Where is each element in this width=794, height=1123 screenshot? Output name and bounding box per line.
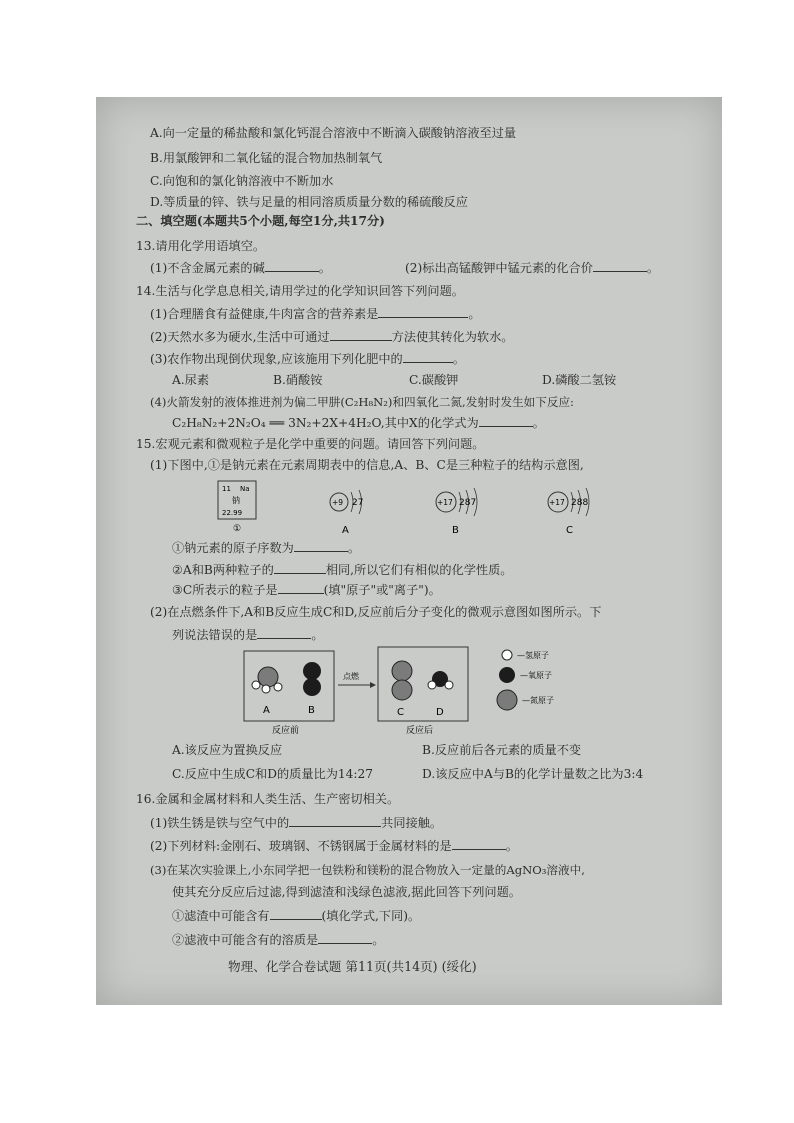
q15-2-option-d: D.该反应中A与B的化学计量数之比为3:4 bbox=[422, 767, 644, 781]
particle-c-nucleus: +17 bbox=[549, 498, 565, 507]
particle-c bbox=[548, 488, 589, 536]
period-mark: 。 bbox=[505, 839, 518, 853]
q16-1-text-a: (1)铁生锈是铁与空气中的 bbox=[150, 816, 290, 830]
answer-blank[interactable] bbox=[278, 582, 324, 594]
q13-2-text: (2)标出高锰酸钾中锰元素的化合价 bbox=[405, 261, 593, 275]
period-mark: 。 bbox=[468, 307, 481, 321]
period-mark: 。 bbox=[532, 416, 545, 430]
atom-structure-figure bbox=[196, 479, 616, 541]
period-mark: 。 bbox=[646, 261, 660, 275]
element-mass: 22.99 bbox=[222, 509, 243, 517]
option-b-line: B.用氯酸钾和二氧化锰的混合物加热制氧气 bbox=[150, 151, 383, 165]
legend-nitrogen: —氮原子 bbox=[522, 696, 554, 705]
question-16: 16.金属和金属材料和人类生活、生产密切相关。 bbox=[136, 792, 400, 806]
element-cell bbox=[218, 481, 256, 534]
box2-label-c: C bbox=[397, 707, 404, 718]
reaction-diagram bbox=[242, 645, 642, 741]
question-16-3-d bbox=[172, 932, 384, 948]
page-footer: 物理、化学合卷试题 第11页(共14页) (绥化) bbox=[228, 959, 477, 974]
period-mark: 。 bbox=[347, 541, 361, 555]
box1-label-a: A bbox=[263, 705, 270, 716]
question-14-3 bbox=[150, 351, 465, 367]
box2-caption: 反应后 bbox=[406, 726, 434, 736]
question-14-1 bbox=[150, 306, 481, 322]
question-14-2 bbox=[150, 329, 513, 345]
q15-2-option-c: C.反应中生成C和D的质量比为14:27 bbox=[172, 767, 374, 781]
option-d-line: D.等质量的锌、铁与足量的相同溶质质量分数的稀硫酸反应 bbox=[150, 195, 468, 209]
atom-legend bbox=[497, 650, 554, 710]
question-16-3-c bbox=[172, 908, 420, 924]
particle-b-nucleus: +17 bbox=[437, 498, 453, 507]
question-16-3-b: 使其充分反应后过滤,得到滤渣和浅绿色滤液,据此回答下列问题。 bbox=[172, 885, 521, 899]
q15-1a-text: ①钠元素的原子序数为 bbox=[172, 541, 294, 555]
q16-3c-text-b: (填化学式,下同)。 bbox=[321, 909, 421, 923]
legend-oxygen: —氧原子 bbox=[520, 671, 552, 680]
option-a-line: A.向一定量的稀盐酸和氯化钙混合溶液中不断滴入碳酸钠溶液至过量 bbox=[150, 126, 517, 140]
question-15-1-c bbox=[172, 582, 441, 598]
option-c-line: C.向饱和的氯化钠溶液中不断加水 bbox=[150, 174, 334, 188]
q15-1b-text-a: ②A和B两种粒子的 bbox=[172, 563, 274, 577]
question-14-4-equation bbox=[172, 415, 545, 431]
q14-1-text: (1)合理膳食有益健康,牛肉富含的营养素是 bbox=[150, 307, 379, 321]
q14-3-option-b: B.硝酸铵 bbox=[273, 373, 323, 387]
q14-3-option-d: D.磷酸二氢铵 bbox=[542, 373, 617, 387]
q15-1c-text-b: (填"原子"或"离子")。 bbox=[323, 583, 441, 597]
q15-2-option-a: A.该反应为置换反应 bbox=[172, 743, 283, 757]
q16-3d-text: ②滤液中可能含有的溶质是 bbox=[172, 933, 319, 947]
answer-blank[interactable] bbox=[270, 908, 322, 920]
question-15: 15.宏观元素和微观粒子是化学中重要的问题。请回答下列问题。 bbox=[136, 437, 485, 451]
answer-blank[interactable] bbox=[479, 415, 533, 427]
q14-3-text: (3)农作物出现倒伏现象,应该施用下列化肥中的 bbox=[150, 352, 403, 366]
period-mark: 。 bbox=[452, 352, 465, 366]
q16-3c-text-a: ①滤渣中可能含有 bbox=[172, 909, 270, 923]
period-mark: 。 bbox=[318, 261, 331, 275]
q16-2-text: (2)下列材料:金刚石、玻璃钢、不锈钢属于金属材料的是 bbox=[150, 839, 452, 853]
particle-a-nucleus: +9 bbox=[332, 498, 344, 507]
particle-a-shells: 27 bbox=[352, 498, 364, 508]
q14-2-text-a: (2)天然水多为硬水,生活中可通过 bbox=[150, 330, 330, 344]
particle-b-shells: 287 bbox=[459, 498, 477, 508]
period-mark: 。 bbox=[372, 933, 385, 947]
answer-blank[interactable] bbox=[378, 306, 468, 318]
box-after-reaction bbox=[378, 647, 468, 736]
question-13-1 bbox=[150, 260, 331, 276]
reaction-arrow bbox=[338, 671, 376, 688]
question-14: 14.生活与化学息息相关,请用学过的化学知识回答下列问题。 bbox=[136, 284, 464, 298]
q16-1-text-b: 共同接触。 bbox=[381, 816, 443, 830]
particle-a-caption: A bbox=[342, 525, 349, 536]
question-13: 13.请用化学用语填空。 bbox=[136, 239, 266, 253]
question-14-4: (4)火箭发射的液体推进剂为偏二甲肼(C₂H₈N₂)和四氧化二氮,发射时发生如下反应: bbox=[150, 395, 574, 409]
element-symbol: Na bbox=[240, 485, 250, 493]
q15-1b-text-b: 相同,所以它们有相似的化学性质。 bbox=[325, 563, 513, 577]
box2-label-d: D bbox=[436, 707, 444, 718]
q15-2-text: 列说法错误的是 bbox=[172, 628, 258, 642]
particle-b bbox=[436, 488, 477, 536]
element-number: 11 bbox=[222, 485, 231, 493]
answer-blank[interactable] bbox=[593, 260, 647, 272]
box1-caption: 反应前 bbox=[272, 726, 300, 736]
exam-paper bbox=[96, 97, 722, 1005]
answer-blank[interactable] bbox=[274, 562, 326, 574]
section-heading: 二、填空题(本题共5个小题,每空1分,共17分) bbox=[136, 214, 385, 228]
question-15-1-b bbox=[172, 562, 513, 578]
box1-label-b: B bbox=[308, 705, 315, 716]
answer-blank[interactable] bbox=[403, 351, 453, 363]
particle-b-caption: B bbox=[452, 525, 459, 536]
box-before-reaction bbox=[244, 651, 334, 736]
question-15-2-stem bbox=[172, 627, 324, 643]
equation-text: C₂H₈N₂+2N₂O₄ ══ 3N₂+2X+4H₂O,其中X的化学式为 bbox=[172, 416, 479, 430]
answer-blank[interactable] bbox=[294, 540, 348, 552]
element-name: 钠 bbox=[232, 496, 240, 505]
q15-2-option-b: B.反应前后各元素的质量不变 bbox=[422, 743, 582, 757]
q14-2-text-b: 方法使其转化为软水。 bbox=[391, 330, 514, 344]
question-15-1-a bbox=[172, 540, 360, 556]
question-15-2: (2)在点燃条件下,A和B反应生成C和D,反应前后分子变化的微观示意图如图所示。下 bbox=[150, 605, 602, 619]
q15-1c-text-a: ③C所表示的粒子是 bbox=[172, 583, 278, 597]
arrow-label: 点燃 bbox=[343, 672, 359, 681]
answer-blank[interactable] bbox=[330, 329, 392, 341]
question-16-1 bbox=[150, 815, 442, 831]
q14-3-option-a: A.尿素 bbox=[172, 373, 210, 387]
question-13-2 bbox=[405, 260, 659, 276]
question-15-1: (1)下图中,①是钠元素在元素周期表中的信息,A、B、C是三种粒子的结构示意图, bbox=[150, 458, 584, 472]
answer-blank[interactable] bbox=[452, 838, 506, 850]
legend-hydrogen: —氢原子 bbox=[517, 651, 549, 660]
answer-blank[interactable] bbox=[318, 932, 372, 944]
particle-c-shells: 288 bbox=[571, 498, 589, 508]
question-16-2 bbox=[150, 838, 518, 854]
answer-blank[interactable] bbox=[265, 260, 319, 272]
particle-c-caption: C bbox=[566, 525, 573, 536]
particle-a bbox=[330, 490, 363, 536]
element-caption: ① bbox=[233, 524, 242, 534]
q13-1-text: (1)不含金属元素的碱 bbox=[150, 261, 265, 275]
q14-3-option-c: C.碳酸钾 bbox=[409, 373, 459, 387]
answer-blank[interactable] bbox=[257, 627, 311, 639]
answer-blank[interactable] bbox=[289, 815, 381, 827]
question-16-3: (3)在某次实验课上,小东同学把一包铁粉和镁粉的混合物放入一定量的AgNO₃溶液中, bbox=[150, 863, 585, 877]
period-mark: 。 bbox=[311, 628, 324, 642]
